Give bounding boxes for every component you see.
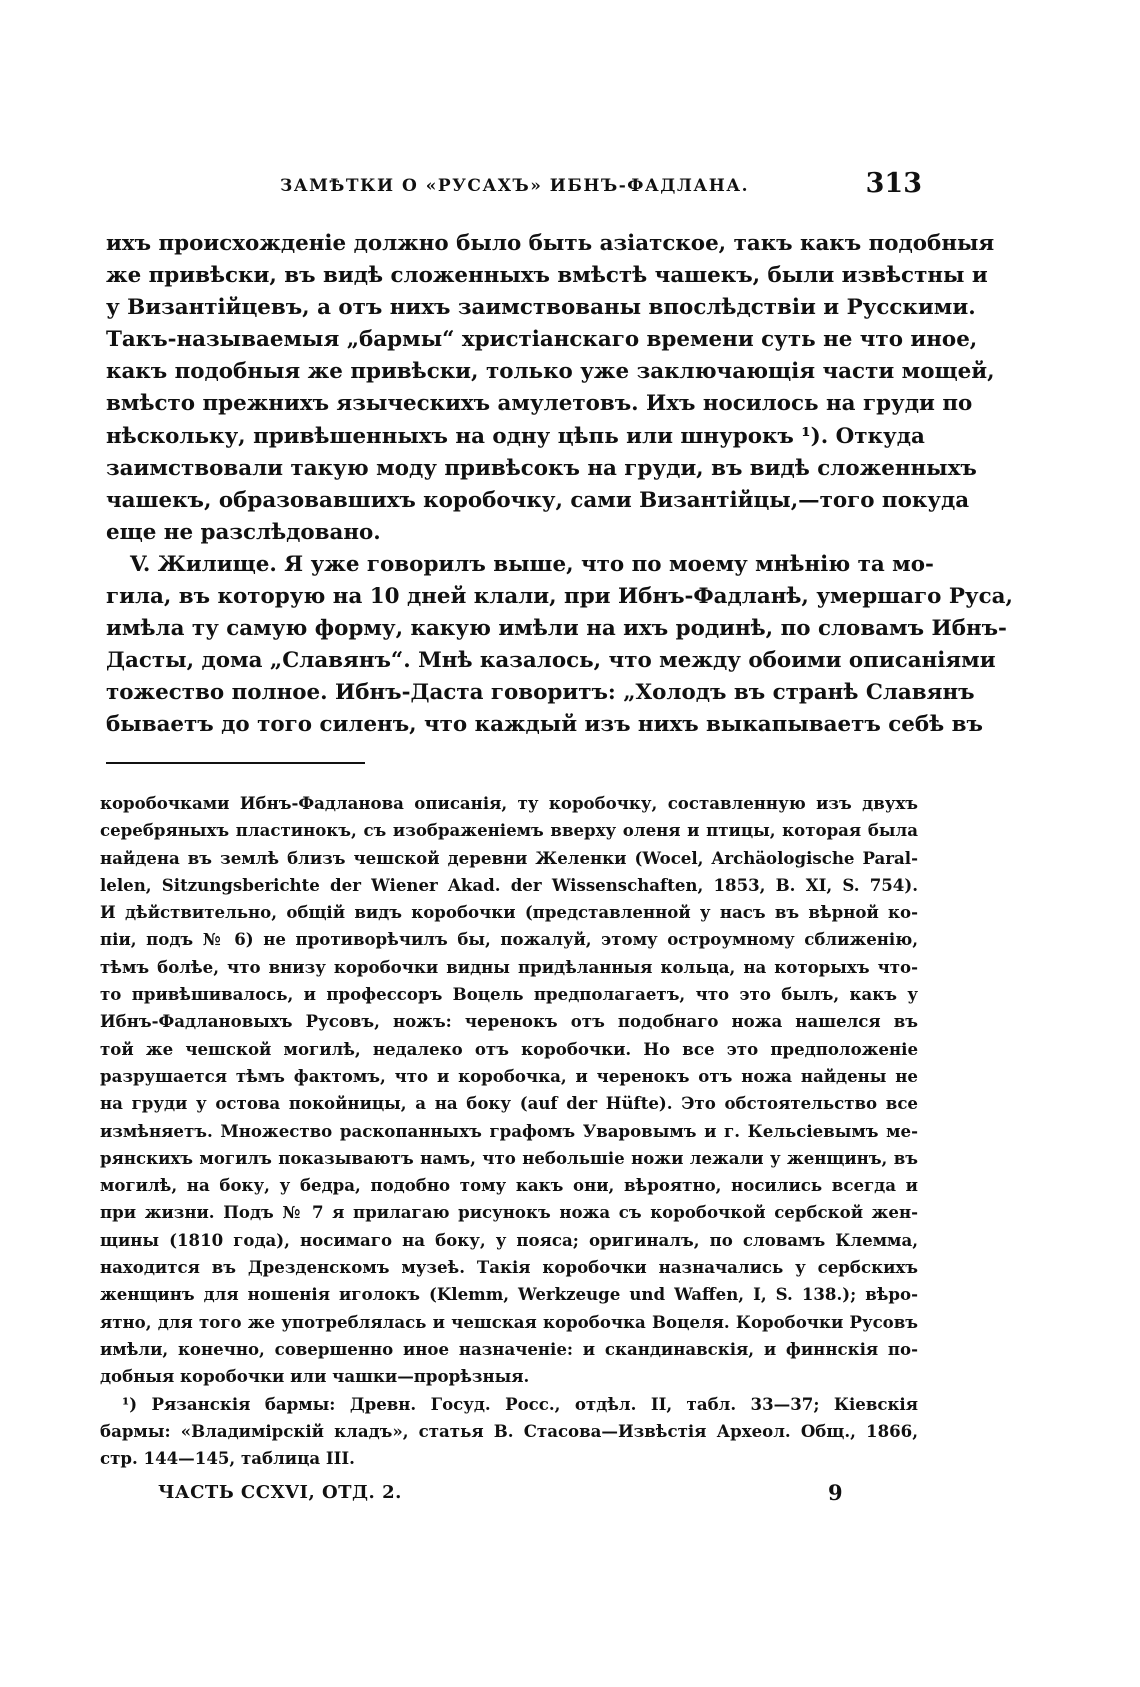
text-line: чашекъ, образовавшихъ коробочку, сами Византійцы,—того покуда	[106, 487, 970, 513]
footnote-line: то привѣшивалось, и профессоръ Воцель предполагаетъ, что это былъ, какъ у	[100, 984, 918, 1005]
footnote-line: коробочками Ибнъ-Фадланова описанія, ту коробочку, составленную изъ двухъ	[100, 793, 918, 813]
footnote-line: разрушается тѣмъ фактомъ, что и коробочка, и черенокъ отъ ножа найдены не	[100, 1065, 918, 1086]
footnote-1-line: ¹) Рязанскія бармы: Древн. Госуд. Росс., отдѣл. II, табл. 33—37; Кіевскія	[122, 1393, 918, 1414]
footnote-line: И дѣйствительно, общій видъ коробочки (представленной у насъ въ вѣрной ко-	[100, 902, 918, 923]
footnote-line: lelen, Sitzungsberichte der Wiener Akad. der Wissenschaften, 1853, B. XI, S. 754).	[100, 874, 918, 895]
footnote-line: ятно, для того же употреблялась и чешская коробочка Воцеля. Коробочки Русовъ	[100, 1311, 918, 1332]
footnote-divider	[106, 762, 365, 764]
footnote-line: тѣмъ болѣе, что внизу коробочки видны придѣланныя кольца, на которыхъ что-	[100, 956, 918, 977]
text-line: имѣла ту самую форму, какую имѣли на ихъ родинѣ, по словамъ Ибнъ-	[106, 616, 1007, 642]
footnote-line: находится въ Дрезденскомъ музеѣ. Такія коробочки назначались у сербскихъ	[100, 1257, 918, 1278]
paragraph-end-line: еще не разслѣдовано.	[106, 519, 381, 545]
page-number: 313	[865, 168, 922, 199]
text-line: заимствовали такую моду привѣсокъ на груди, въ видѣ сложенныхъ	[106, 455, 977, 481]
text-line: какъ подобныя же привѣски, только уже заключающія части мощей,	[106, 359, 995, 385]
page-header	[100, 168, 922, 208]
footnote-1-line: бармы: «Владимірскій кладъ», статья В. Стасова—Извѣстія Археол. Общ., 1866,	[100, 1420, 918, 1441]
text-line: бываетъ до того силенъ, что каждый изъ нихъ выкапываетъ себѣ въ	[106, 712, 983, 738]
text-line: ихъ происхожденіе должно было быть азіатское, такъ какъ подобныя	[106, 231, 995, 256]
footnote-line: Ибнъ-Фадлановыхъ Русовъ, ножъ: черенокъ отъ подобнаго ножа нашелся въ	[100, 1011, 918, 1032]
footnotes	[100, 790, 918, 1472]
section-v-heading-line: V. Жилище. Я уже говорилъ выше, что по моему мнѣнію та мо-	[130, 551, 934, 577]
footnote-line: той же чешской могилѣ, недалеко отъ коробочки. Но все это предположеніе	[100, 1038, 918, 1059]
footnote-line: серебряныхъ пластинокъ, съ изображеніемъ вверху оленя и птицы, которая была	[100, 820, 918, 841]
text-line: гила, въ которую на 10 дней клали, при Ибнъ-Фадланѣ, умершаго Руса,	[106, 584, 1013, 610]
footnote-line: женщинъ для ношенія иголокъ (Klemm, Werkzeuge und Waffen, I, S. 138.); вѣро-	[100, 1284, 918, 1305]
footnote-line: піи, подъ № 6) не противорѣчилъ бы, пожалуй, этому остроумному сближенію,	[100, 929, 918, 950]
footnote-line: имѣли, конечно, совершенно иное назначеніе: и скандинавскія, и финнскія по-	[100, 1338, 918, 1359]
footnote-line: измѣняетъ. Множество раскопанныхъ графомъ Уваровымъ и г. Кельсіевымъ ме-	[100, 1120, 918, 1141]
running-title: ЗАМѢТКИ О «РУСАХЪ» ИБНЪ-ФАДЛАНА.	[280, 176, 750, 196]
footnote-1-end-line: стр. 144—145, таблица III.	[100, 1448, 355, 1469]
footnote-line: найдена въ землѣ близъ чешской деревни Желенки (Wocel, Archäologische Paral-	[100, 847, 918, 868]
text-line: тожество полное. Ибнъ-Даста говоритъ: „Холодъ въ странѣ Славянъ	[106, 680, 975, 706]
footnote-line: рянскихъ могилъ показываютъ намъ, что небольшіе ножи лежали у женщинъ, въ	[100, 1147, 918, 1168]
main-text	[106, 228, 1013, 742]
text-line: же привѣски, въ видѣ сложенныхъ вмѣстѣ чашекъ, были извѣстны и	[106, 263, 988, 289]
printer-signature: ЧАСТЬ CCXVI, ОТД. 2.	[158, 1482, 402, 1503]
footnote-paragraph-end-line: добныя коробочки или чашки—прорѣзныя.	[100, 1366, 530, 1387]
footnote-line: при жизни. Подъ № 7 я прилагаю рисунокъ ножа съ коробочкой сербской жен-	[100, 1202, 918, 1223]
sheet-number: 9	[828, 1480, 843, 1505]
text-line: нѣскольку, привѣшенныхъ на одну цѣпь или шнурокъ ¹). Откуда	[106, 423, 925, 449]
text-line: Такъ-называемыя „бармы“ христіанскаго времени суть не что иное,	[106, 327, 978, 353]
footnote-line: на груди у остова покойницы, а на боку (auf der Hüfte). Это обстоятельство все	[100, 1093, 918, 1114]
footnote-line: щины (1810 года), носимаго на боку, у пояса; оригиналъ, по словамъ Клемма,	[100, 1229, 918, 1250]
text-line: у Византійцевъ, а отъ нихъ заимствованы впослѣдствіи и Русскими.	[106, 295, 976, 321]
footnote-line: могилѣ, на боку, у бедра, подобно тому какъ они, вѣроятно, носились всегда и	[100, 1175, 918, 1196]
text-line: вмѣсто прежнихъ языческихъ амулетовъ. Ихъ носилось на груди по	[106, 391, 973, 417]
text-line: Дасты, дома „Славянъ“. Мнѣ казалось, что между обоими описаніями	[106, 648, 996, 674]
